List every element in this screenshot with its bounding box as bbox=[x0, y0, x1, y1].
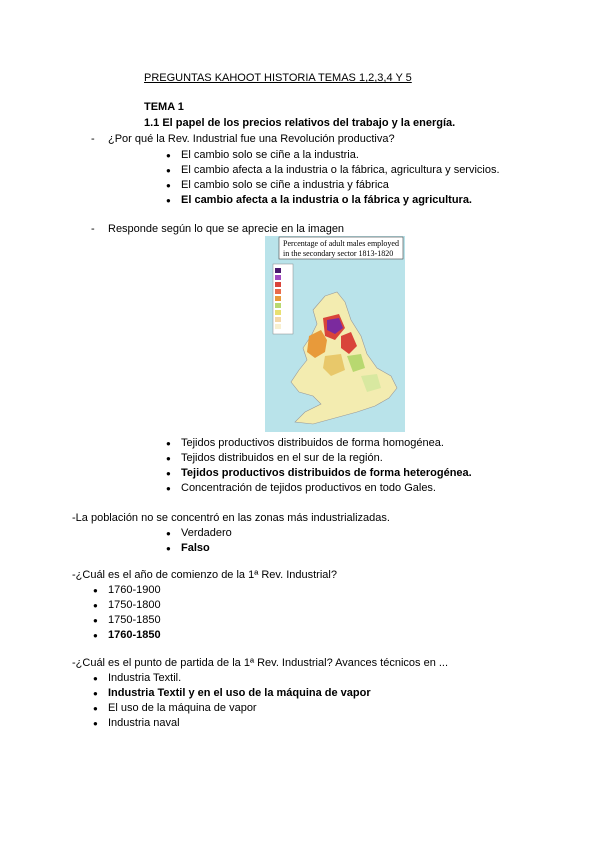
q4-question: -¿Cuál es el año de comienzo de la 1ª Rev. Industrial? bbox=[72, 569, 337, 581]
q4-option-2: ● 1750-1800 bbox=[108, 599, 161, 612]
q3-question: -La población no se concentró en las zonas más industrializadas. bbox=[72, 512, 390, 524]
page-title: PREGUNTAS KAHOOT HISTORIA TEMAS 1,2,3,4 Y 5 bbox=[144, 72, 412, 84]
q2-option-4: ● Concentración de tejidos productivos en todo Gales. bbox=[181, 482, 436, 495]
legend-swatch bbox=[275, 324, 281, 329]
q5-option-3: ● El uso de la máquina de vapor bbox=[108, 702, 257, 715]
question-dash: - bbox=[91, 223, 95, 235]
legend-swatch bbox=[275, 296, 281, 301]
q5-option-4: ● Industria naval bbox=[108, 717, 180, 730]
q2-option-3-correct: ● Tejidos productivos distribuidos de forma heterogénea. bbox=[181, 467, 472, 480]
q1-option-4-correct: ● El cambio afecta a la industria o la fábrica y agricultura. bbox=[181, 194, 472, 207]
q2-question: Responde según lo que se aprecie en la imagen bbox=[108, 223, 345, 235]
legend-swatch bbox=[275, 317, 281, 322]
map-caption-line-2: in the secondary sector 1813-1820 bbox=[283, 249, 394, 258]
q2-option-1: ● Tejidos productivos distribuidos de forma homogénea. bbox=[181, 437, 444, 450]
q5-option-1: ● Industria Textil. bbox=[108, 672, 181, 685]
q1-option-1: ● El cambio solo se ciñe a la industria. bbox=[181, 149, 359, 162]
legend-swatch bbox=[275, 310, 281, 315]
q1-question: ¿Por qué la Rev. Industrial fue una Revolución productiva? bbox=[108, 133, 395, 145]
q3-option-2-correct: ● Falso bbox=[181, 542, 210, 555]
england-wales-map bbox=[265, 236, 405, 432]
question-dash: - bbox=[91, 133, 95, 145]
q2-option-2: ● Tejidos distribuidos en el sur de la región. bbox=[181, 452, 383, 465]
tema-heading: TEMA 1 bbox=[144, 101, 184, 113]
legend-swatch bbox=[275, 289, 281, 294]
q4-option-4-correct: ● 1760-1850 bbox=[108, 629, 161, 642]
map-caption-line-1: Percentage of adult males employed bbox=[283, 239, 399, 248]
q4-option-1: ● 1760-1900 bbox=[108, 584, 161, 597]
q5-question: -¿Cuál es el punto de partida de la 1ª Rev. Industrial? Avances técnicos en ... bbox=[72, 657, 449, 669]
legend-swatch bbox=[275, 282, 281, 287]
legend-swatch bbox=[275, 303, 281, 308]
q3-option-1: ● Verdadero bbox=[181, 527, 232, 540]
q1-option-3: ● El cambio solo se ciñe a industria y fábrica bbox=[181, 179, 389, 192]
q4-option-3: ● 1750-1850 bbox=[108, 614, 161, 627]
q1-option-2: ● El cambio afecta a la industria o la fábrica, agricultura y servicios. bbox=[181, 164, 500, 177]
section-heading: 1.1 El papel de los precios relativos del trabajo y la energía. bbox=[144, 117, 456, 129]
q5-option-2-correct: ● Industria Textil y en el uso de la máquina de vapor bbox=[108, 687, 371, 700]
legend-swatch bbox=[275, 268, 281, 273]
legend-swatch bbox=[275, 275, 281, 280]
